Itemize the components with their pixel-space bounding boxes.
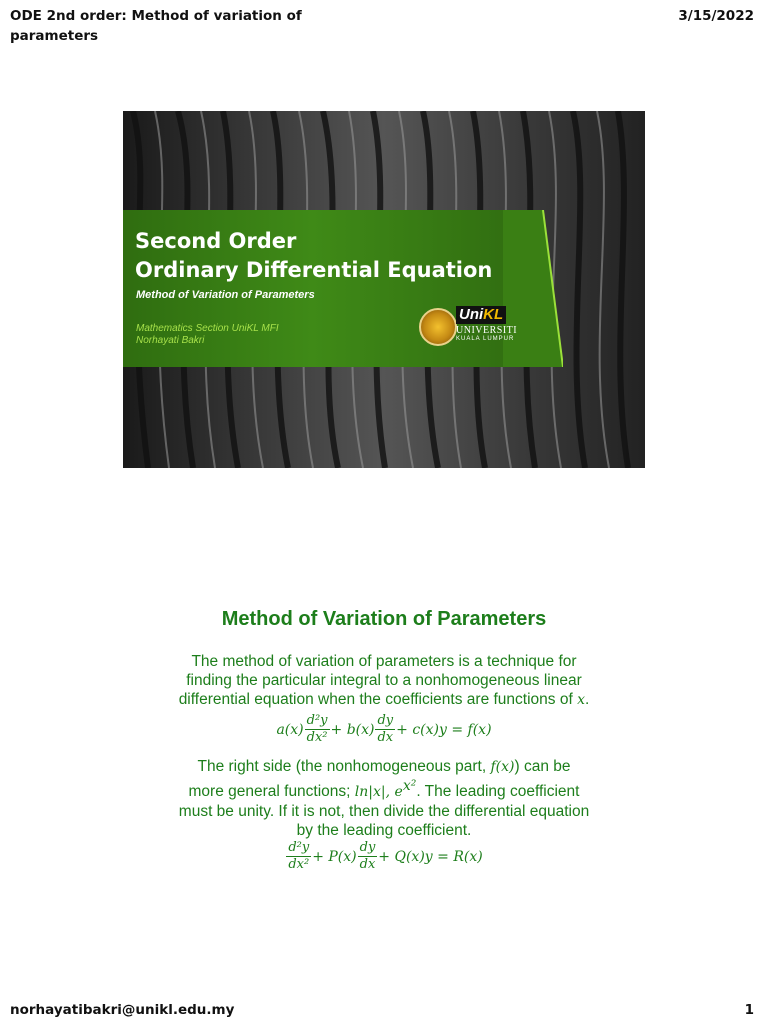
credit-section: Mathematics Section UniKL MFI: [136, 323, 279, 334]
university-crest-icon: [419, 308, 457, 346]
slide-credit: [136, 323, 279, 347]
document-header-date: 3/15/2022: [678, 8, 754, 24]
intro-line-2: finding the particular integral to a nonhomogeneous linear: [186, 672, 582, 689]
rhs-line-3: must be unity. If it is not, then divide the differential equation: [178, 803, 590, 821]
document-header-title: ODE 2nd order: Method of variation of parameters: [10, 8, 302, 44]
footer-email: norhayatibakri@unikl.edu.my: [10, 1002, 235, 1018]
section-title: Method of Variation of Parameters: [221, 608, 547, 630]
band-edge-accent: [503, 210, 563, 367]
rhs-line-1: The right side (the nonhomogeneous part, f(x)) can be: [197, 758, 571, 775]
equation-general-form: a(x) $\frac{\text{d²y}}{\text{dx²}}$ + b(x) $\frac{dy}{dx}$ + c(x)y = f(x): [276, 713, 492, 745]
slide-title-line1: Second Order: [135, 229, 297, 253]
logo-uni-text: Uni: [459, 306, 484, 323]
rhs-line-4: by the leading coefficient.: [296, 822, 472, 840]
slide-subtitle: Method of Variation of Parameters: [136, 289, 315, 301]
intro-line-1: The method of variation of parameters is a technique for: [191, 653, 577, 670]
intro-line-3: differential equation when the coefficients are functions of x.: [178, 691, 590, 708]
fraction-second-derivative: $\frac{\text{d²y}}{\text{dx²}}$: [306, 713, 328, 745]
fraction-first-derivative: $\frac{dy}{dx}$: [377, 713, 394, 745]
variable-x: x: [577, 692, 585, 708]
fraction-second-derivative-std: $\frac{\text{d²y}}{\text{dx²}}$: [288, 840, 310, 872]
fraction-first-derivative-std: $\frac{dy}{dx}$: [359, 840, 376, 872]
logo-universiti-text: UNIVERSITI: [456, 325, 518, 336]
slide-title-line2: Ordinary Differential Equation: [135, 258, 493, 282]
title-slide: [123, 111, 645, 468]
unikl-logo: [456, 306, 517, 342]
intro-paragraph: [0, 652, 768, 710]
rhs-paragraph: [0, 757, 768, 840]
logo-kl-text: KL: [483, 306, 504, 323]
rhs-line-2: more general functions; ln|x|, $e^{x^2}$. The leading coefficient: [188, 778, 580, 801]
slide-title: [135, 227, 492, 285]
credit-author: Norhayati Bakri: [136, 335, 205, 346]
logo-kuala-lumpur-text: KUALA LUMPUR: [456, 336, 515, 342]
equation-standard-form: $\frac{\text{d²y}}{\text{dx²}}$ + P(x) $\frac{dy}{dx}$ + Q(x)y = R(x): [288, 840, 483, 872]
page-number: 1: [744, 1002, 754, 1018]
